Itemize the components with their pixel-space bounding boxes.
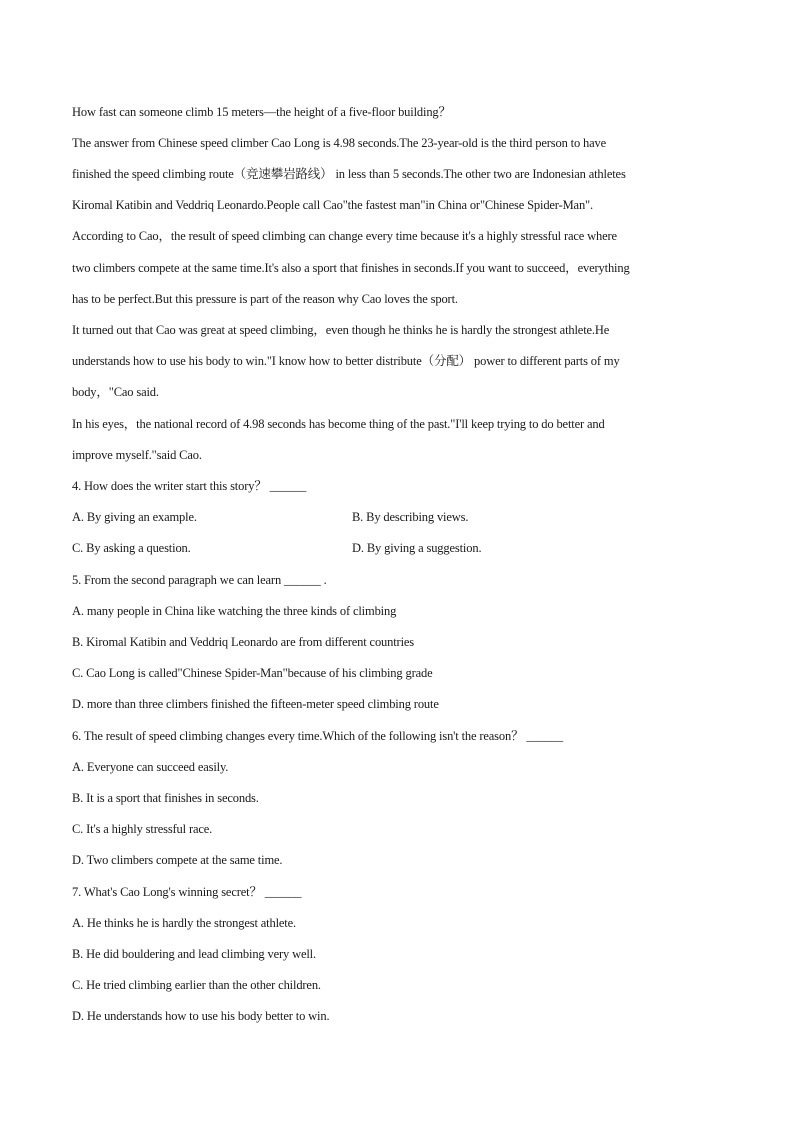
question-5-option-a: A. many people in China like watching the three kinds of climbing [72,604,397,618]
question-4-option-d: D. By giving a suggestion. [352,541,482,555]
paragraph-1-line: According to Cao，the result of speed climbing can change every time because it's a highly stressful race where [72,229,617,243]
paragraph-2-line: understands how to use his body to win."I know how to better distribute（分配） power to different parts of my [72,354,620,368]
question-7-option-a: A. He thinks he is hardly the strongest athlete. [72,916,297,930]
paragraph-2-line: body，"Cao said. [72,385,159,399]
question-7-option-d: D. He understands how to use his body better to win. [72,1009,330,1023]
paragraph-1-line: two climbers compete at the same time.It's also a sport that finishes in seconds.If you want to succeed，everything [72,261,630,275]
paragraph-1-line: The answer from Chinese speed climber Cao Long is 4.98 seconds.The 23-year-old is the third person to have [72,136,607,150]
question-6-option-a: A. Everyone can succeed easily. [72,760,229,774]
question-6-option-b: B. It is a sport that finishes in seconds. [72,791,259,805]
question-4-option-a: A. By giving an example. [72,510,197,524]
question-7-stem: 7. What's Cao Long's winning secret？ ______ [72,885,302,899]
question-5-option-b: B. Kiromal Katibin and Veddriq Leonardo are from different countries [72,635,415,649]
question-6-option-c: C. It's a highly stressful race. [72,822,213,836]
paragraph-1-line: finished the speed climbing route（竞速攀岩路线） in less than 5 seconds.The other two are Indonesian athletes [72,167,626,181]
question-6-stem: 6. The result of speed climbing changes every time.Which of the following isn't the reason？ ______ [72,729,564,743]
question-4-stem: 4. How does the writer start this story？ ______ [72,479,307,493]
question-4-option-b: B. By describing views. [352,510,469,524]
question-5-option-c: C. Cao Long is called"Chinese Spider-Man"because of his climbing grade [72,666,433,680]
question-7-option-c: C. He tried climbing earlier than the other children. [72,978,321,992]
question-5-option-d: D. more than three climbers finished the fifteen-meter speed climbing route [72,697,439,711]
paragraph-3-line: improve myself."said Cao. [72,448,202,462]
question-7-option-b: B. He did bouldering and lead climbing very well. [72,947,316,961]
paragraph-1-line: Kiromal Katibin and Veddriq Leonardo.People call Cao"the fastest man"in China or"Chinese Spider-Man". [72,198,593,212]
paragraph-1-line: has to be perfect.But this pressure is part of the reason why Cao loves the sport. [72,292,458,306]
question-4-option-c: C. By asking a question. [72,541,191,555]
paragraph-2-line: It turned out that Cao was great at speed climbing，even though he thinks he is hardly the strongest athlete.He [72,323,610,337]
passage-title-line: How fast can someone climb 15 meters—the height of a five-floor building？ [72,105,451,119]
question-5-stem: 5. From the second paragraph we can learn ______ . [72,573,327,587]
question-6-option-d: D. Two climbers compete at the same time. [72,853,283,867]
paragraph-3-line: In his eyes，the national record of 4.98 seconds has become thing of the past."I'll keep trying to do better and [72,417,605,431]
